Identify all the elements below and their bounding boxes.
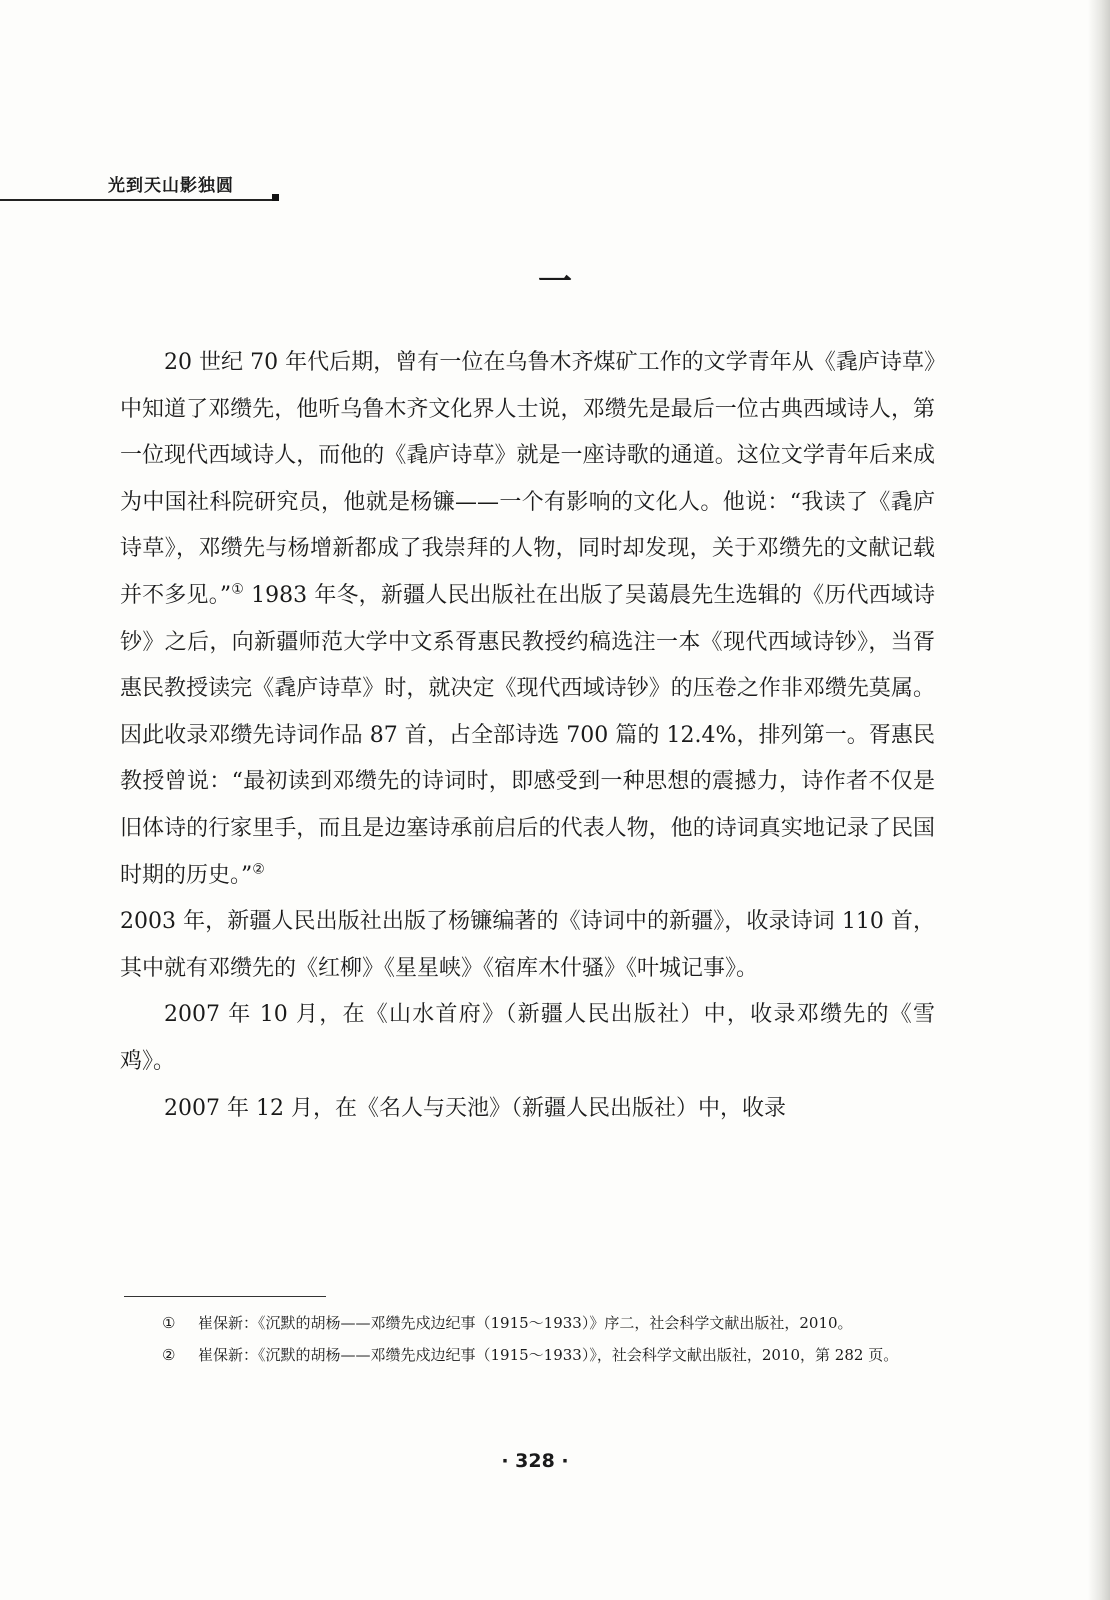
body-text xyxy=(120,340,935,1132)
page-number: · 328 · xyxy=(501,1450,569,1472)
footnote-separator xyxy=(124,1296,326,1297)
footnote-ref-2[interactable]: ② xyxy=(252,861,265,878)
page-edge-shadow xyxy=(1088,0,1110,1600)
footnote-1-marker: ① xyxy=(162,1314,176,1332)
footnote-1 xyxy=(162,1310,937,1336)
paragraph-1-part-3: 2003 年，新疆人民出版社出版了杨镰编著的《诗词中的新疆》，收录诗词 110 首，其中就有邓缵先的《红柳》《星星峡》《宿库木什骚》《叶城记事》。 xyxy=(120,909,935,981)
footnote-2-text: 崔保新：《沉默的胡杨——邓缵先戍边纪事（1915～1933）》，社会科学文献出版社，2010，第 282 页。 xyxy=(198,1346,899,1364)
footnote-2 xyxy=(162,1342,937,1368)
paragraph-1 xyxy=(120,340,935,992)
header-square-mark xyxy=(272,194,279,201)
section-title: 一 xyxy=(538,262,572,302)
paragraph-1-part-2: 1983 年冬，新疆人民出版社在出版了吴蔼晨先生选辑的《历代西域诗钞》之后，向新疆师范大学中文系胥惠民教授约稿选注一本《现代西域诗钞》，当胥惠民教授读完《毳庐诗草》时，就决定《现代西域诗钞》的压卷之作非邓缵先莫属。因此收录邓缵先诗词作品 87 首，占全部诗选 700 篇的 12.4%，排列第一。胥惠民教授曾说：“最初读到邓缵先的诗词时，即感受到一种思想的震撼力，诗作者不仅是旧体诗的行家里手，而且是边塞诗承前启后的代表人物，他的诗词真实地记录了民国时期的历史。” xyxy=(120,582,935,888)
paragraph-2: 2007 年 10 月，在《山水首府》（新疆人民出版社）中，收录邓缵先的《雪鸡》。 xyxy=(120,1002,935,1074)
footnotes xyxy=(162,1310,937,1374)
header-rule xyxy=(0,199,272,201)
running-header-title: 光到天山影独圆 xyxy=(108,176,234,196)
paragraph-3: 2007 年 12 月，在《名人与天池》（新疆人民出版社）中，收录 xyxy=(164,1095,786,1121)
footnote-2-marker: ② xyxy=(162,1346,176,1364)
footnote-1-text: 崔保新：《沉默的胡杨——邓缵先戍边纪事（1915～1933）》序二，社会科学文献出版社，2010。 xyxy=(198,1314,853,1332)
running-header xyxy=(0,175,290,205)
footnote-ref-1[interactable]: ① xyxy=(231,581,245,598)
paragraph-1-part-1: 20 世纪 70 年代后期，曾有一位在乌鲁木齐煤矿工作的文学青年从《毳庐诗草》中知道了邓缵先，他听乌鲁木齐文化界人士说，邓缵先是最后一位古典西域诗人，第一位现代西域诗人，而他的《毳庐诗草》就是一座诗歌的通道。这位文学青年后来成为中国社科院研究员，他就是杨镰——一个有影响的文化人。他说：“我读了《毳庐诗草》，邓缵先与杨增新都成了我崇拜的人物，同时却发现，关于邓缵先的文献记载并不多见。” xyxy=(120,350,935,608)
